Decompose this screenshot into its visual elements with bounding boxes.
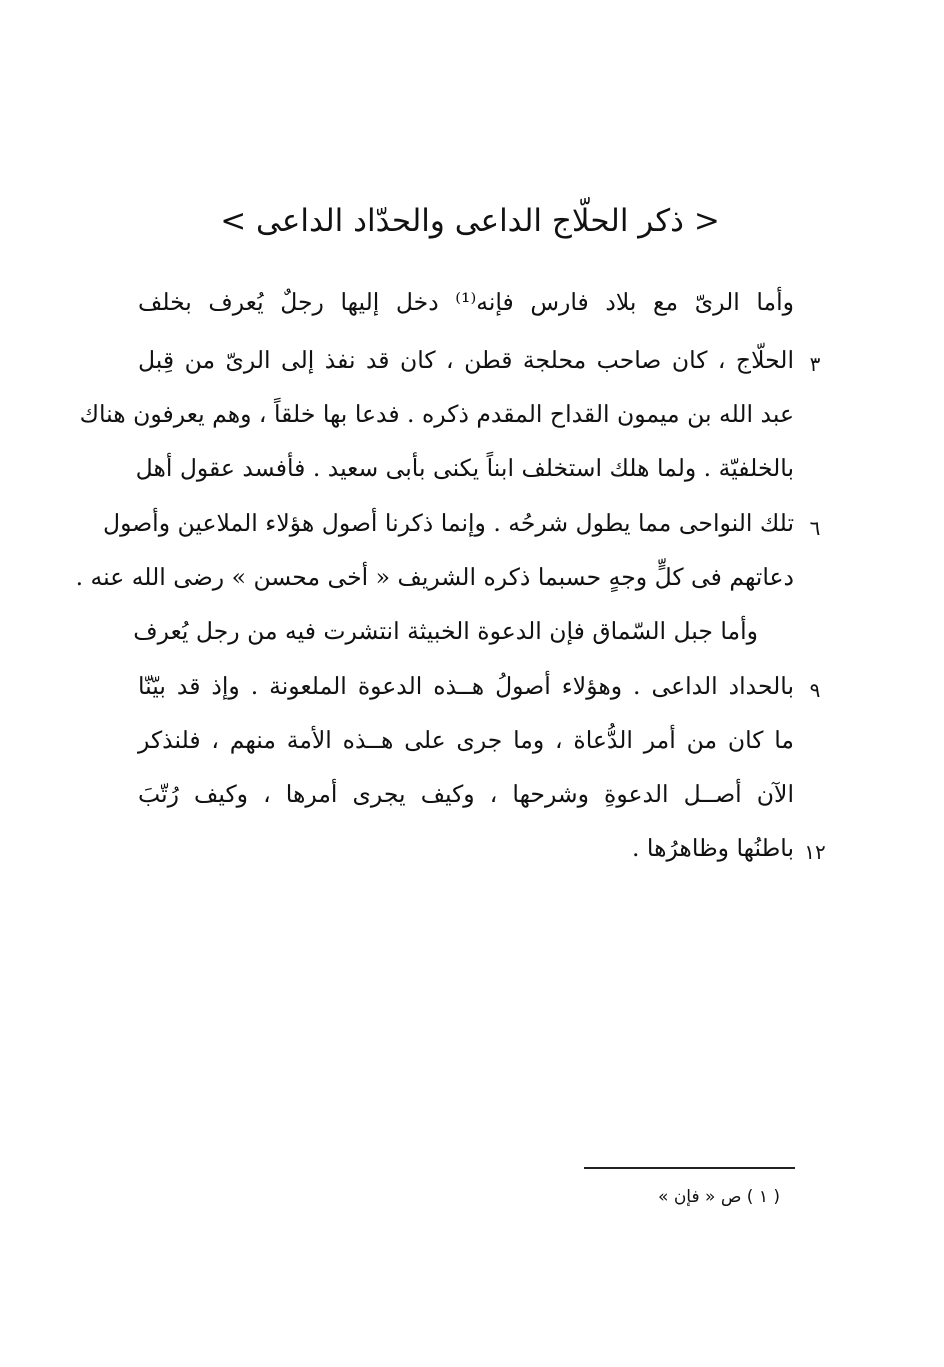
text-line-10: الآن أصــل الدعوةِ وشرحها ، وكيف يجرى أمرها ، وكيف رُتّبَ bbox=[138, 780, 794, 808]
text-line-6: دعاتهم فى كلٍّ وجهٍ حسبما ذكره الشريف « أخى محسن » رضى الله عنه . bbox=[75, 563, 794, 591]
line-number-9: ٩ bbox=[809, 678, 821, 702]
text-line-1: وأما الرىّ مع بلاد فارس فإنه⁽¹⁾ دخل إليها رجلٌ يُعرف بخلف bbox=[138, 288, 794, 316]
text-line-7: وأما جبل السّماق فإن الدعوة الخبيثة انتشرت فيه من رجل يُعرف bbox=[133, 617, 758, 645]
text-line-2: الحلّاج ، كان صاحب محلجة قطن ، كان قد نفذ إلى الرىّ من قِبل bbox=[138, 346, 794, 374]
footnote-rule bbox=[584, 1167, 795, 1169]
text-line-9: ما كان من أمر الدُّعاة ، وما جرى على هــذه الأمة منهم ، فلنذكر bbox=[138, 726, 794, 754]
line-number-6: ٦ bbox=[809, 516, 821, 540]
text-line-4: بالخلفيّة . ولما هلك استخلف ابناً يكنى بأبى سعيد . فأفسد عقول أهل bbox=[135, 454, 794, 482]
footnote: ( ١ ) ص « فإن » bbox=[658, 1187, 780, 1207]
line-number-3: ٣ bbox=[809, 352, 821, 376]
section-title: < ذكر الحلّاج الداعى والحدّاد الداعى > bbox=[220, 203, 720, 239]
line-number-12: ١٢ bbox=[804, 840, 826, 864]
text-line-8: بالحداد الداعى . وهؤلاء أصولُ هــذه الدعوة الملعونة . وإذ قد بيّنّا bbox=[138, 672, 794, 700]
text-line-5: تلك النواحى مما يطول شرحُه . وإنما ذكرنا أصول هؤلاء الملاعين وأصول bbox=[103, 509, 794, 537]
text-line-3: عبد الله بن ميمون القداح المقدم ذكره . فدعا بها خلقاً ، وهم يعرفون هناك bbox=[79, 400, 794, 428]
text-line-11: باطنُها وظاهرُها . bbox=[631, 834, 794, 862]
